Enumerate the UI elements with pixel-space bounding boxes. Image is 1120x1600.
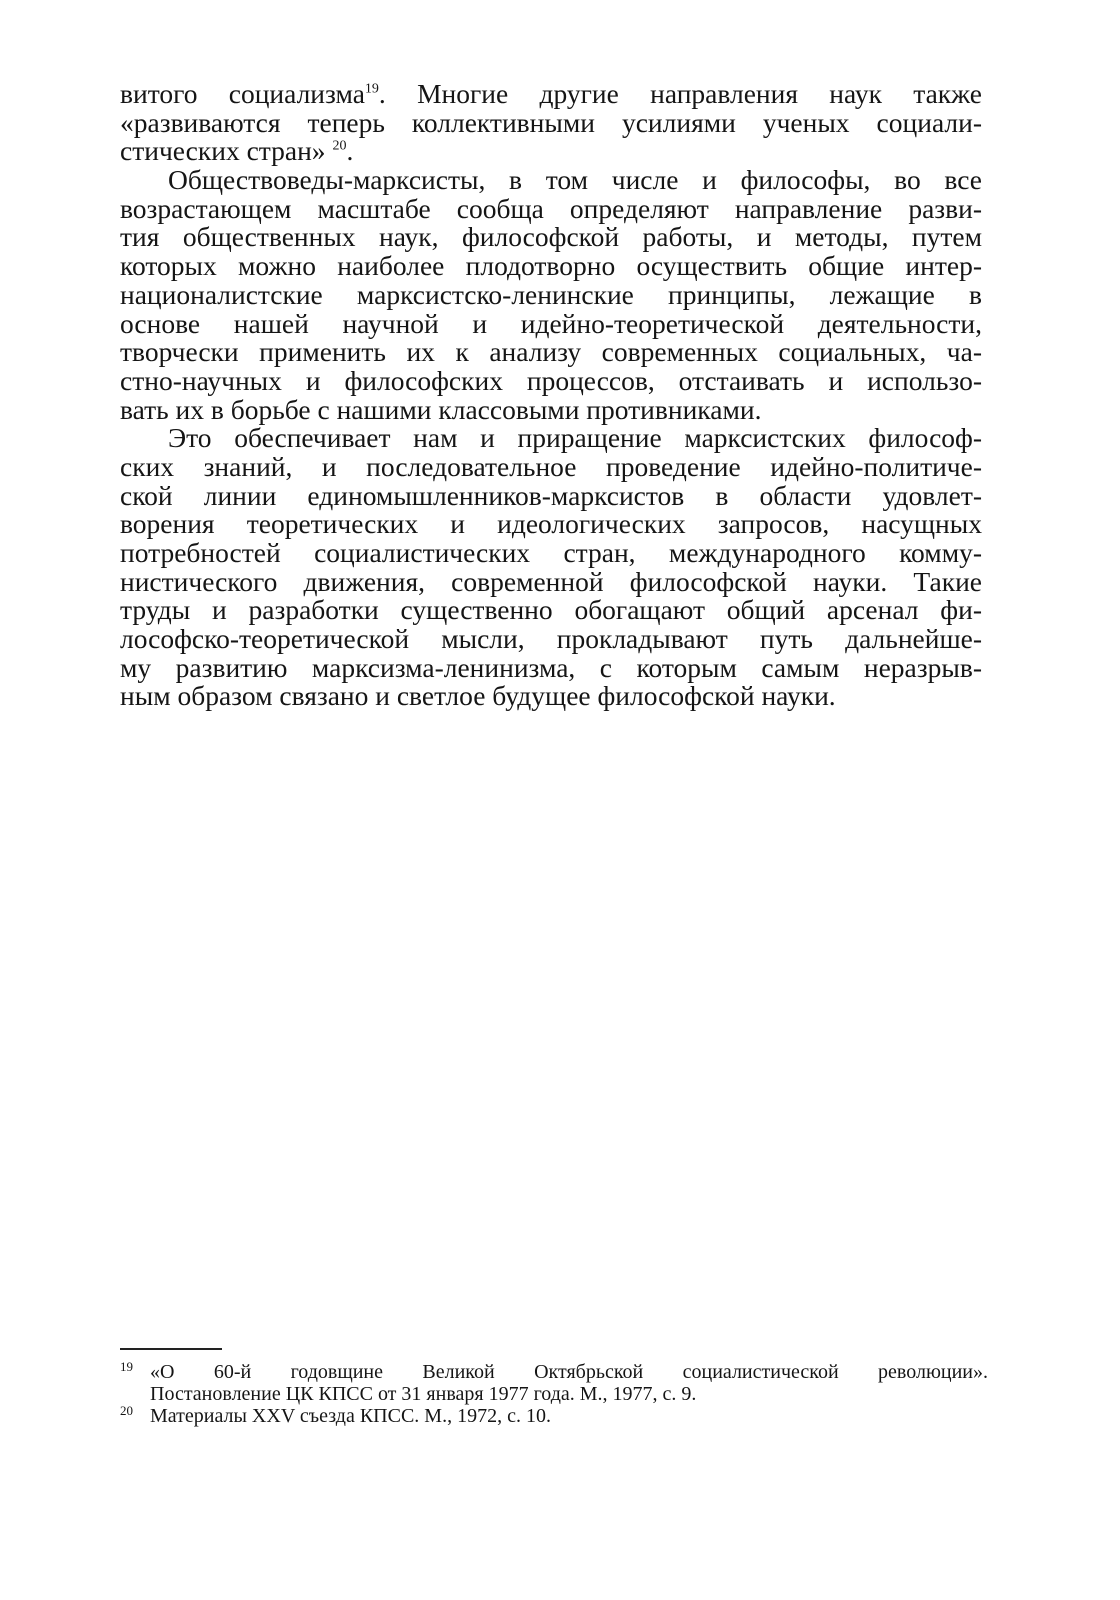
footnote-line [120,1361,988,1383]
footnote-text: «О 60-й годовщине Великой Октябрьской социалистической революции». [150,1361,988,1383]
paragraph-2 [120,166,982,424]
text-line: труды и разработки существенно обогащают общий арсенал фи- [120,594,982,626]
footnote-line [120,1405,988,1427]
text-fragment: витого социализма [120,78,365,109]
footnotes [120,1361,988,1427]
text-line [120,137,982,166]
text-line: ным образом связано и светлое будущее философской науки. [120,680,836,712]
text-fragment: . Многие другие направления наук также [378,78,982,109]
footnote-mark: 20 [120,1403,133,1418]
text-line: националистские марксистско-ленинские принципы, лежащие в [120,278,982,310]
text-line: Это обеспечивает нам и приращение марксистских философ- [168,422,982,454]
text-line: му развитию марксизма-ленинизма, с которым самым неразрыв- [120,651,982,683]
footnote-text: Материалы XXV съезда КПСС. М., 1972, с. 10. [150,1405,551,1427]
text-fragment: . [346,135,354,167]
text-line: ворения теоретических и идеологических запросов, насущных [120,508,982,540]
text-line: вать их в борьбе с нашими классовыми противниками. [120,393,762,425]
footnote-ref-19[interactable]: 19 [364,81,379,97]
footnote-ref-20[interactable]: 20 [332,138,347,154]
footnote-20 [120,1405,988,1427]
text-line [120,80,982,109]
paragraph-3 [120,424,982,711]
text-line: «развиваются теперь коллективными усилиями ученых социали- [120,106,982,138]
footnote-mark: 19 [120,1359,133,1374]
footnote-divider [120,1348,222,1350]
text-line: которых можно наиболее плодотворно осуществить общие интер- [120,250,982,282]
footnote-19 [120,1361,988,1405]
text-line: основе нашей научной и идейно-теоретической деятельности, [120,307,982,339]
text-line: лософско-теоретической мысли, прокладывают путь дальнейше- [120,623,982,655]
main-text [120,80,982,711]
text-line: стно-научных и философских процессов, отстаивать и использо- [120,364,982,396]
text-line: ской линии единомышленников-марксистов в области удовлет- [120,479,982,511]
text-line: нистического движения, современной философской науки. Такие [120,565,982,597]
text-line: Обществоведы-марксисты, в том числе и философы, во все [168,164,982,196]
paragraph-1 [120,80,982,166]
text-line: тия общественных наук, философской работы, и методы, путем [120,221,982,253]
footnote-text: Постановление ЦК КПСС от 31 января 1977 года. М., 1977, с. 9. [150,1383,697,1405]
text-line: потребностей социалистических стран, международного комму- [120,537,982,568]
footnote-line [120,1383,988,1405]
text-line: возрастающем масштабе сообща определяют направление разви- [120,192,982,224]
text-line: ских знаний, и последовательное проведение идейно-политиче- [120,450,982,482]
text-fragment: стических стран» [120,135,326,167]
text-line: творчески применить их к анализу современных социальных, ча- [120,336,982,368]
